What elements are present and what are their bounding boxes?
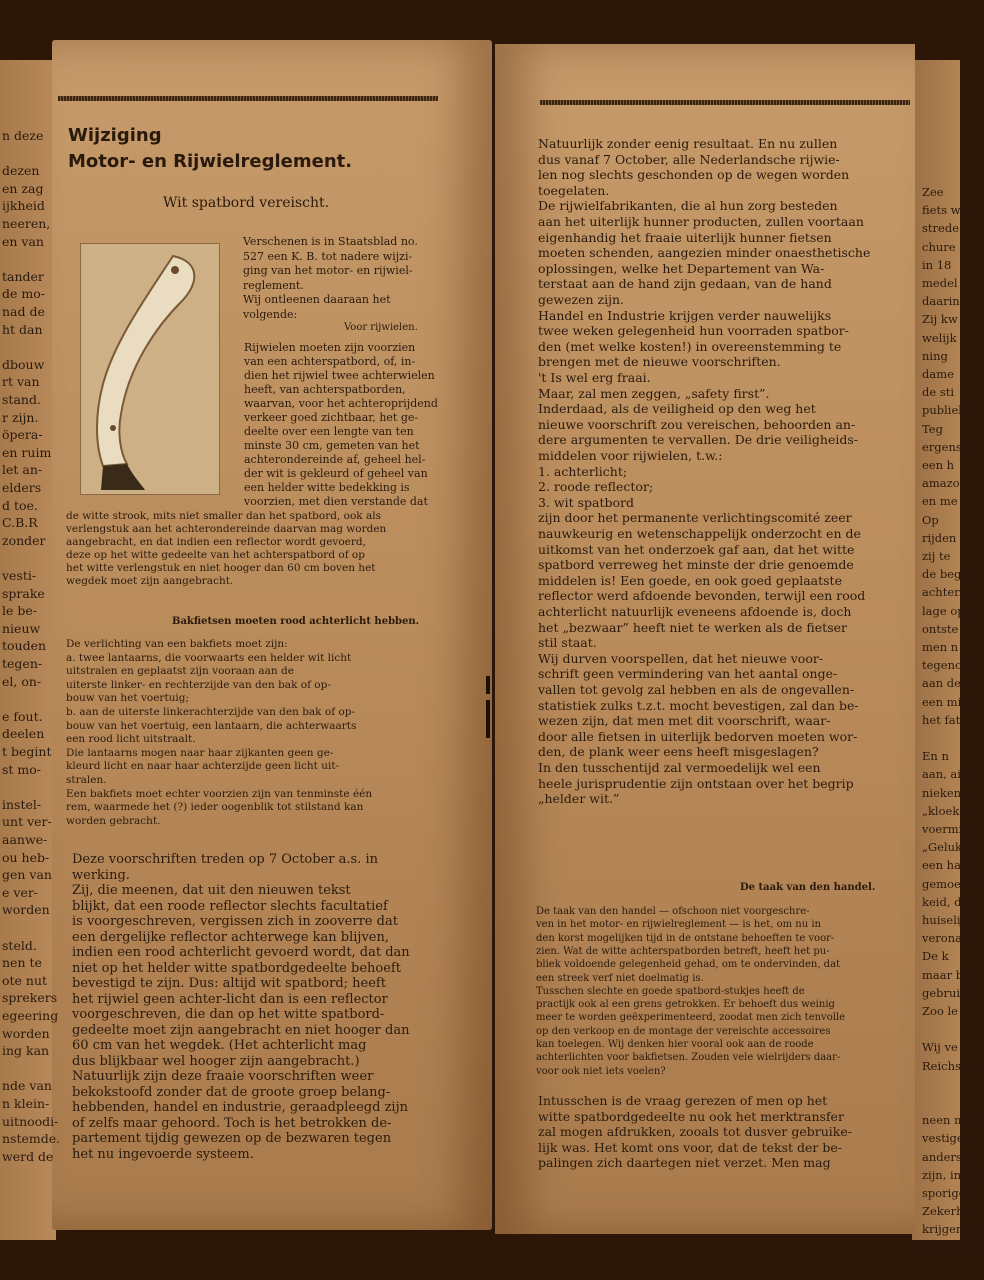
left-body-line: of zelfs maar gehoord. Toch is het betrokken de- — [72, 1115, 392, 1131]
intro-line: Wij ontleenen daaraan het — [243, 293, 391, 306]
next-page-fragment: „Gelukk — [922, 840, 969, 855]
next-page-fragment: De k — [922, 949, 949, 964]
left-body-line: indien een rood achterlicht gevoerd wordt, dat dan — [72, 945, 410, 960]
previous-page-fragment: steld. — [2, 937, 37, 953]
left-body-line: een dergelijke reflector achterwege kan blijven, — [72, 929, 389, 945]
next-page-fragment: veronach — [922, 931, 976, 946]
previous-page-fragment: n klein- — [2, 1096, 50, 1111]
section-heading-handel: De taak van den handel. — [740, 882, 876, 893]
next-page-fragment: zij te — [922, 549, 951, 563]
next-page-fragment: Teg — [922, 421, 943, 436]
previous-page-fragment: ing kan — [2, 1043, 50, 1059]
previous-page-fragment: elders — [2, 480, 42, 495]
handel-line: Tusschen slechte en goede spatbord-stukjes heeft de — [536, 985, 805, 997]
right-body-line: Natuurlijk zonder eenig resultaat. En nu zullen — [538, 136, 838, 151]
right-body-line: moeten schenden, aangezien minder onaesthetische — [538, 245, 871, 261]
previous-page-fragment: tander — [2, 268, 44, 284]
next-page-fragment: en me — [922, 494, 958, 509]
handel-line: op den verkoop en de montage der vereischte accessoires — [536, 1025, 831, 1037]
previous-page-fragment: uitnoodi- — [2, 1113, 59, 1129]
next-page-fragment: een haa — [922, 858, 968, 873]
right-end-line: witte spatbordgedeelte nu ook het merktransfer — [538, 1108, 844, 1124]
next-page-fragment: sporigen — [922, 1186, 973, 1200]
right-body-line: statistiek zulks t.z.t. mocht bevestigen, zal dan be- — [538, 697, 859, 713]
right-body-line: spatbord verreweg het minste der drie genoemde — [538, 557, 854, 573]
previous-page-fragment: unt ver- — [2, 814, 52, 830]
right-body-line: middelen voor rijwielen, t.w.: — [538, 448, 723, 463]
right-body-line: „helder wit.” — [538, 791, 620, 807]
right-body-line: het „bezwaar” heeft niet te werken als de fietser — [538, 619, 847, 635]
previous-page-fragment: nen te — [2, 955, 42, 971]
previous-page-fragment: r zijn. — [2, 409, 39, 425]
rijwielen-line: voorzien, met dien verstande dat — [244, 495, 428, 508]
previous-page-fragment: en zag — [2, 180, 44, 196]
right-body-line: Handel en Industrie krijgen verder nauwelijks — [538, 307, 832, 323]
left-header-rule — [58, 96, 438, 101]
bakfietsen-line: b. aan de uiterste linkerachterzijde van den bak of op- — [66, 706, 356, 718]
left-body-line: Natuurlijk zijn deze fraaie voorschriften weer — [72, 1069, 374, 1084]
article-title-line2: Motor- en Rijwielreglement. — [68, 151, 353, 172]
bakfietsen-line: Een bakfiets moet echter voorzien zijn van tenminste één — [66, 787, 373, 800]
right-body-line: dere argumenten te vervallen. De drie veiligheids- — [538, 432, 858, 448]
left-body-line: 60 cm van het wegdek. (Het achterlicht mag — [72, 1038, 367, 1053]
rijwielen-line: deelte over een lengte van ten — [244, 425, 414, 438]
next-page-fragment: maar be — [922, 967, 970, 982]
left-body-line: bekokstoofd zonder dat de groote groep belang- — [72, 1084, 391, 1100]
next-page-fragment: keid, da — [922, 894, 969, 909]
handel-line: een streek verf niet doelmatig is. — [536, 972, 704, 984]
bakfietsen-line: uitstralen en geplaatst zijn vooraan aan de — [66, 665, 294, 678]
right-body-line: len nog slechts geschonden op de wegen worden — [538, 167, 850, 183]
rijwielen-line: achterondereinde af, geheel hel- — [244, 453, 426, 466]
right-body-line: gewezen zijn. — [538, 292, 624, 307]
next-page-fragment: men n — [922, 640, 959, 654]
left-body-line: dus blijkbaar wel hooger zijn aangebracht.) — [72, 1053, 360, 1069]
right-body-line: In den tusschentijd zal vermoedelijk wel een — [538, 760, 821, 775]
left-body-line: is voorgeschreven, vergissen zich in zooverre dat — [72, 914, 398, 929]
previous-page-fragment: e fout. — [2, 708, 43, 724]
article-subtitle: Wit spatbord vereischt. — [163, 195, 330, 211]
rijwielen-line: verkeer goed zichtbaar, het ge- — [244, 411, 419, 424]
next-page-fragment: het fat — [922, 712, 961, 727]
handel-line: voor ook niet iets voelen? — [536, 1065, 666, 1077]
next-page-fragment: Zekerhe — [922, 1204, 971, 1219]
bakfietsen-line: worden gebracht. — [66, 814, 161, 827]
right-end-line: zal mogen afdrukken, zooals tot dusver gebruike- — [538, 1124, 852, 1140]
previous-page-fragment: sprekers — [2, 990, 58, 1006]
next-page-fragment: vernemen, — [922, 1240, 984, 1255]
bakfietsen-line: kleurd licht en naar haar achterzijde geen licht uit- — [66, 760, 340, 773]
binding-mark — [486, 700, 490, 738]
next-page-fragment: medel — [922, 276, 958, 290]
next-page-fragment: tegenov — [922, 658, 969, 673]
previous-page-fragment: C.B.R — [2, 515, 38, 531]
next-page-fragment: in 18 — [922, 257, 952, 272]
right-body-line: den (met welke kosten!) in overeenstemming te — [538, 338, 842, 354]
right-body-line: nieuwe voorschrift zou vereischen, behoorden an- — [538, 416, 856, 432]
previous-page-fragment: nieuw — [2, 620, 41, 636]
next-page-fragment: zijn, indie — [922, 1167, 979, 1182]
handel-line: den korst mogelijken tijd in de ontstane behoeften te voor- — [536, 932, 835, 944]
next-page-fragment: Op — [922, 512, 939, 527]
left-body-line: partement tijdig gewezen op de bezwaren tegen — [72, 1131, 392, 1146]
bakfietsen-line: uiterste linker- en rechterzijde van den bak of op- — [66, 678, 331, 691]
next-page-fragment: Reichsme — [922, 1058, 979, 1073]
previous-page-fragment: ht dan — [2, 321, 43, 337]
right-body-line: wezen zijn, dat men met dit voorschrift, waar- — [538, 713, 831, 729]
previous-page-fragment: st mo- — [2, 761, 42, 777]
intro-line: 527 een K. B. tot nadere wijzi- — [243, 249, 413, 263]
previous-page-fragment: ou heb- — [2, 849, 50, 865]
intro-line: volgende: — [243, 307, 298, 321]
right-body-line: brengen met de nieuwe voorschriften. — [538, 354, 781, 370]
previous-page-fragment: nstemde. — [2, 1131, 61, 1147]
previous-page-fragment: zonder — [2, 532, 46, 548]
right-body-line: aan het uiterlijk hunner producten, zullen voortaan — [538, 214, 864, 229]
left-body-line: gedeelte moet zijn aangebracht en niet hooger dan — [72, 1022, 410, 1038]
previous-page-fragment: aanwe- — [2, 832, 48, 847]
previous-page-fragment: rt van — [2, 374, 40, 390]
next-page-fragment: Zij kw — [922, 312, 958, 327]
previous-page-fragment: el, on- — [2, 673, 42, 689]
next-page-fragment: daarin — [922, 294, 960, 309]
next-page-fragment: ergens — [922, 439, 962, 454]
previous-page-fragment: touden — [2, 638, 47, 654]
bakfietsen-line: a. twee lantaarns, die voorwaarts een helder wit licht — [66, 651, 352, 664]
right-body-line: toegelaten. — [538, 182, 610, 198]
next-page-fragment: gebruik — [922, 985, 968, 1000]
next-page-fragment: Zee — [922, 185, 944, 199]
previous-page-fragment: instel- — [2, 796, 42, 812]
handel-line: ven in het motor- en rijwielreglement — is het, om nu in — [536, 919, 821, 931]
right-body-line: achterlicht natuurlijk eveneens afdoende is, doch — [538, 604, 852, 619]
handel-line: meer te worden geëxperimenteerd, zoodat men zich tenvolle — [536, 1012, 846, 1024]
handel-line: achterlichten voor bakfietsen. Zouden vele wielrijders daar- — [536, 1052, 841, 1064]
intro-line: Verschenen is in Staatsblad no. — [243, 235, 418, 248]
previous-page-fragment: ijkheid — [2, 198, 45, 214]
right-body-line: Wij durven voorspellen, dat het nieuwe voor- — [538, 650, 824, 666]
rijwielen-line: minste 30 cm, gemeten van het — [244, 439, 420, 452]
previous-page-fragment: d toe. — [2, 497, 38, 513]
right-end-line: palingen zich daartegen niet verzet. Men mag — [538, 1155, 831, 1171]
next-page-fragment: anders, i — [922, 1149, 973, 1164]
right-body-line: oplossingen, welke het Departement van Wa- — [538, 260, 825, 276]
left-body-line: Deze voorschriften treden op 7 October a.s. in — [72, 852, 378, 867]
next-page-fragment: lage op — [922, 603, 965, 618]
next-page-fragment: vestigen, — [922, 1131, 975, 1146]
rijwielen-line: verlengstuk aan het achterondereinde daarvan mag worden — [66, 523, 387, 535]
next-page-fragment: de beg — [922, 567, 962, 582]
next-page-fragment: Wij ve — [922, 1040, 958, 1055]
left-body-line: het nu ingevoerde systeem. — [72, 1146, 254, 1162]
rijwielen-line: wegdek moet zijn aangebracht. — [66, 575, 234, 587]
previous-page-fragment: en van — [2, 233, 44, 249]
previous-page-fragment: de mo- — [2, 286, 45, 302]
bakfietsen-line: bouw van het voertuig, een lantaarn, die achterwaarts — [66, 719, 357, 732]
rijwielen-line: heeft, van achterspatborden, — [244, 383, 406, 396]
previous-page-fragment: let an- — [2, 462, 43, 478]
handel-line: bliek voldoende gelegenheid gehad, om te ondervinden, dat — [536, 959, 841, 971]
next-page-fragment: publiek — [922, 403, 966, 418]
left-body-line: blijkt, dat een roode reflector slechts facultatief — [72, 898, 388, 914]
right-body-line: 3. wit spatbord — [538, 494, 634, 510]
next-page-fragment: gemoedel — [922, 876, 979, 891]
section-heading-bakfietsen: Bakfietsen moeten rood achterlicht hebben. — [172, 616, 420, 627]
previous-page-fragment: worden — [2, 902, 50, 918]
right-end-line: lijk was. Het komt ons voor, dat de tekst der be- — [538, 1139, 843, 1155]
right-body-line: schrift geen vermindering van het aantal onge- — [538, 666, 838, 682]
left-body-line: voorgeschreven, die dan op het witte spatbord- — [72, 1007, 385, 1022]
bakfietsen-line: een rood licht uitstraalt. — [66, 733, 196, 746]
section-heading-rijwielen: Voor rijwielen. — [344, 322, 418, 333]
next-page-fragment: amazo — [922, 476, 960, 491]
previous-page-fragment: vesti- — [2, 568, 37, 583]
previous-page-fragment: nde van — [2, 1078, 52, 1094]
previous-page-fragment: t begint — [2, 744, 52, 759]
next-page-fragment: dame — [922, 367, 954, 381]
handel-line: zien. Wat de witte achterspatborden betreft, heeft het pu- — [536, 945, 830, 957]
next-page-fragment: aan de — [922, 676, 961, 691]
right-body-line: 2. roode reflector; — [538, 479, 654, 495]
right-body-line: twee weken gelegenheid hun voorraden spatbor- — [538, 323, 849, 339]
rijwielen-line: de witte strook, mits niet smaller dan het spatbord, ook als — [66, 510, 381, 522]
left-body-line: hebbenden, handel en industrie, geraadpleegd zijn — [72, 1100, 408, 1115]
previous-page-fragment: en ruim — [2, 444, 52, 460]
previous-page-fragment: deelen — [2, 726, 45, 742]
next-page-fragment: nieken — [922, 785, 962, 800]
bakfietsen-line: Die lantaarns mogen naar haar zijkanten geen ge- — [66, 746, 334, 759]
previous-page-fragment: stand. — [2, 392, 41, 407]
previous-page-fragment: gen van — [2, 867, 52, 883]
next-page-fragment: chure — [922, 239, 956, 254]
previous-page-fragment: nad de — [2, 304, 45, 319]
right-end-line: Intusschen is de vraag gerezen of men op het — [538, 1093, 828, 1108]
right-body-line: vallen tot gevolg zal hebben en als de ongevallen- — [538, 682, 855, 697]
next-page-fragment: de sti — [922, 385, 955, 400]
bakfietsen-line: bouw van het voertuig; — [66, 692, 190, 705]
next-page-fragment: krijgen en — [922, 1222, 982, 1237]
previous-page-fragment: e ver- — [2, 884, 39, 900]
previous-page-fragment: sprake — [2, 585, 45, 601]
right-body-line: nauwkeurig en wetenschappelijk onderzocht en de — [538, 526, 861, 541]
left-body-line: Zij, die meenen, dat uit den nieuwen tekst — [72, 883, 351, 898]
right-body-line: middelen is! Een goede, en ook goed geplaatste — [538, 572, 842, 588]
previous-page-fragment: dbouw — [2, 356, 45, 372]
next-page-fragment: ontste — [922, 621, 959, 636]
next-page-fragment: Zoo le — [922, 1004, 958, 1018]
intro-line: reglement. — [243, 278, 304, 292]
previous-page-fragment: dezen — [2, 163, 40, 179]
next-page-fragment: strede — [922, 221, 959, 236]
right-body-line: den, de plank weer eens heeft misgeslagen? — [538, 744, 819, 760]
article-title-line1: Wijziging — [68, 125, 162, 146]
next-page-fragment: aan, ais — [922, 767, 967, 782]
rijwielen-line: Rijwielen moeten zijn voorzien — [244, 341, 416, 354]
rijwielen-line: een helder witte bedekking is — [244, 481, 410, 494]
previous-page-fragment: worden — [2, 1025, 50, 1041]
previous-page-fragment: n deze — [2, 128, 44, 143]
handel-line: practijk ook al een grens getrokken. Er behoeft dus weinig — [536, 999, 835, 1011]
previous-page-fragment: ote nut — [2, 972, 48, 988]
next-page-fragment: een mi — [922, 694, 962, 709]
right-header-rule — [540, 100, 910, 105]
right-body-line: De rijwielfabrikanten, die al hun zorg besteden — [538, 198, 838, 214]
right-body-line: 't Is wel erg fraai. — [538, 370, 651, 385]
right-body-line: 1. achterlicht; — [538, 463, 628, 479]
bakfietsen-line: stralen. — [66, 774, 107, 786]
previous-page-fragment: tegen- — [2, 656, 43, 671]
right-body-line: door alle fietsen in uiterlijk bedorven moeten wor- — [538, 728, 858, 744]
mudguard-illustration — [81, 244, 219, 494]
right-body-line: zijn door het permanente verlichtingscomité zeer — [538, 510, 852, 526]
handel-line: De taak van den handel — ofschoon niet voorgeschre- — [536, 906, 810, 917]
next-page-fragment: En n — [922, 749, 949, 764]
previous-page-fragment: egeering — [2, 1008, 59, 1023]
right-body-line: stil staat. — [538, 635, 597, 651]
right-body-line: Inderdaad, als de veiligheid op den weg het — [538, 401, 816, 417]
next-page-fragment: ning — [922, 348, 948, 363]
next-page-fragment: fiets w — [922, 203, 961, 218]
previous-page-fragment: neeren, — [2, 216, 51, 231]
right-body-line: Maar, zal men zeggen, „safety first”. — [538, 385, 770, 401]
next-page-fragment: neen moe — [922, 1113, 979, 1128]
binding-mark — [486, 676, 490, 694]
previous-page-fragment: öpera- — [2, 427, 43, 443]
next-page-fragment: „kloeke — [922, 803, 967, 818]
right-body-line: reflector werd afdoende bevonden, terwijl een rood — [538, 588, 866, 604]
next-page-fragment: rijden — [922, 530, 957, 545]
rijwielen-line: dien het rijwiel twee achterwielen — [244, 369, 435, 382]
right-body-line: dus vanaf 7 October, alle Nederlandsche rijwie- — [538, 151, 840, 167]
next-page-fragment: welijk — [922, 330, 957, 345]
right-body-line: uitkomst van het onderzoek gaf aan, dat het witte — [538, 541, 855, 557]
rijwielen-line: deze op het witte gedeelte van het achterspatbord of op — [66, 549, 365, 561]
bakfietsen-line: De verlichting van een bakfiets moet zijn: — [66, 638, 288, 650]
rijwielen-line: van een achterspatbord, of, in- — [244, 355, 416, 368]
left-body-line: het rijwiel geen achter-licht dan is een reflector — [72, 991, 388, 1007]
next-page-fragment: huiselijk — [922, 913, 972, 927]
bakfietsen-line: rem, waarmede het (?) ieder oogenblik tot stilstand kan — [66, 801, 364, 814]
intro-line: ging van het motor- en rijwiel- — [243, 264, 413, 277]
left-body-line: bevestigd te zijn. Dus: altijd wit spatbord; heeft — [72, 976, 386, 991]
left-body-line: werking. — [72, 867, 130, 883]
next-page-fragment: een h — [922, 458, 955, 472]
mudguard-photo — [80, 243, 220, 495]
rijwielen-line: aangebracht, en dat indien een reflector wordt gevoerd, — [66, 536, 366, 548]
right-body-line: terstaat aan de hand zijn gedaan, van de hand — [538, 276, 832, 292]
rijwielen-line: het witte verlengstuk en niet hooger dan 60 cm boven het — [66, 562, 376, 574]
previous-page-fragment: le be- — [2, 603, 37, 619]
previous-page-fragment: werd de — [2, 1148, 54, 1164]
left-body-line: niet op het helder witte spatbordgedeelte behoeft — [72, 960, 401, 976]
handel-line: kan toelegen. Wij denken hier vooral ook aan de roode — [536, 1039, 814, 1050]
right-body-line: heele jurisprudentie zijn ontstaan over het begrip — [538, 775, 854, 791]
right-body-line: eigenhandig het fraaie uiterlijk hunner fietsen — [538, 229, 832, 245]
next-page-fragment: achter. — [922, 585, 963, 600]
next-page-fragment: voermid — [922, 822, 970, 836]
rijwielen-line: der wit is gekleurd of geheel van — [244, 467, 428, 480]
rijwielen-line: waarvan, voor het achteroprijdend — [244, 397, 438, 410]
